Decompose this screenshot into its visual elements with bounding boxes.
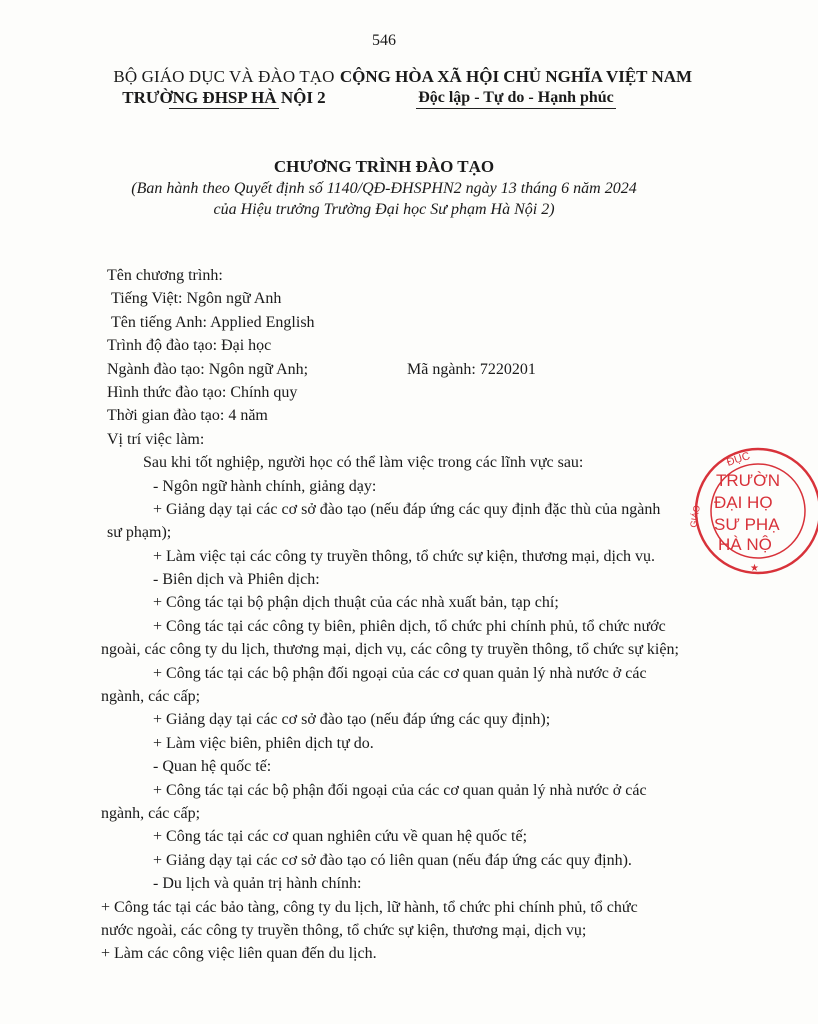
training-level: Trình độ đào tạo: Đại học (107, 337, 272, 355)
list-item: + Công tác tại các công ty biên, phiên dịch, tổ chức phi chính phủ, tổ chức nước (153, 617, 666, 635)
section-admin-teaching: - Ngôn ngữ hành chính, giảng dạy: (153, 477, 377, 495)
major-code: Mã ngành: 7220201 (407, 360, 536, 378)
stamp-ring-top: ĐỤC (725, 450, 752, 469)
document-body (101, 264, 707, 966)
list-item: + Giảng dạy tại các cơ sở đào tạo (nếu đáp ứng các quy định đặc thù của ngành (153, 500, 661, 518)
document-title-block (0, 156, 768, 220)
issuer-header (104, 66, 344, 109)
page-number: 546 (372, 32, 396, 49)
list-item: + Làm các công việc liên quan đến du lịch. (101, 945, 377, 963)
major-name: Ngành đào tạo: Ngôn ngữ Anh; (107, 360, 309, 378)
list-item-continuation: ngoài, các công ty du lịch, thương mại, dịch vụ, các công ty truyền thông, tổ chức sự kiện; (101, 641, 679, 659)
list-item: + Công tác tại các bảo tàng, công ty du lịch, lữ hành, tổ chức phi chính phủ, tổ chức (101, 898, 638, 916)
list-item-continuation: nước ngoài, các công ty truyền thông, tổ chức sự kiện, thương mại, dịch vụ; (101, 921, 587, 939)
list-item: + Công tác tại các bộ phận đối ngoại của các cơ quan quản lý nhà nước ở các (153, 664, 647, 682)
section-tourism-admin: - Du lịch và quản trị hành chính: (153, 875, 362, 893)
program-name-label: Tên chương trình: (107, 267, 223, 284)
stamp-star-icon: ★ (750, 563, 759, 574)
training-form: Hình thức đào tạo: Chính quy (107, 383, 298, 401)
document-subtitle-line-2: của Hiệu trưởng Trường Đại học Sư phạm Hà Nội 2) (213, 201, 555, 218)
list-item: + Làm việc tại các công ty truyền thông, tổ chức sự kiện, thương mại, dịch vụ. (153, 547, 656, 565)
list-item: + Giảng dạy tại các cơ sở đào tạo có liên quan (nếu đáp ứng các quy định). (153, 851, 632, 869)
school-name: TRƯỜNG ĐHSP HÀ NỘI 2 (122, 88, 326, 107)
job-intro: Sau khi tốt nghiệp, người học có thể làm việc trong các lĩnh vực sau: (143, 454, 584, 472)
document-subtitle-line-1: (Ban hành theo Quyết định số 1140/QĐ-ĐHSPHN2 ngày 13 tháng 6 năm 2024 (131, 180, 637, 197)
stamp-line-3: SƯ PHẠ (714, 515, 780, 534)
list-item-continuation: ngành, các cấp; (101, 688, 201, 706)
document-title: CHƯƠNG TRÌNH ĐÀO TẠO (273, 157, 495, 176)
national-motto: Độc lập - Tự do - Hạnh phúc (418, 89, 614, 106)
section-translation: - Biên dịch và Phiên dịch: (153, 571, 320, 589)
major-row (107, 358, 707, 381)
list-item: + Làm việc biên, phiên dịch tự do. (153, 734, 374, 752)
school-underline (169, 108, 279, 109)
stamp-inner-ring (711, 464, 805, 558)
job-positions-label: Vị trí việc làm: (107, 430, 205, 448)
list-item-continuation: sư phạm); (107, 524, 172, 542)
list-item: + Công tác tại các cơ quan nghiên cứu về quan hệ quốc tế; (153, 828, 528, 846)
school-seal-stamp (688, 446, 818, 576)
program-name-vietnamese: Tiếng Việt: Ngôn ngữ Anh (111, 290, 282, 308)
list-item: + Giảng dạy tại các cơ sở đào tạo (nếu đáp ứng các quy định); (153, 711, 551, 729)
stamp-ring-left: GIÁO (688, 504, 702, 529)
stamp-line-4: HÀ NỘ (718, 535, 772, 554)
list-item: + Công tác tại bộ phận dịch thuật của các nhà xuất bản, tạp chí; (153, 594, 559, 612)
national-header (338, 66, 694, 109)
ministry-name: BỘ GIÁO DỤC VÀ ĐÀO TẠO (113, 67, 335, 86)
section-international-relations: - Quan hệ quốc tế: (153, 758, 272, 776)
stamp-outer-ring (696, 449, 818, 573)
stamp-line-2: ĐẠI HỌ (714, 493, 773, 512)
stamp-line-1: TRƯỜN (716, 471, 781, 490)
program-name-english: Tên tiếng Anh: Applied English (111, 313, 315, 331)
training-duration: Thời gian đào tạo: 4 năm (107, 407, 268, 425)
motto-underline (416, 108, 616, 109)
list-item-continuation: ngành, các cấp; (101, 804, 201, 822)
list-item: + Công tác tại các bộ phận đối ngoại của các cơ quan quản lý nhà nước ở các (153, 781, 647, 799)
republic-name: CỘNG HÒA XÃ HỘI CHỦ NGHĨA VIỆT NAM (339, 67, 693, 86)
